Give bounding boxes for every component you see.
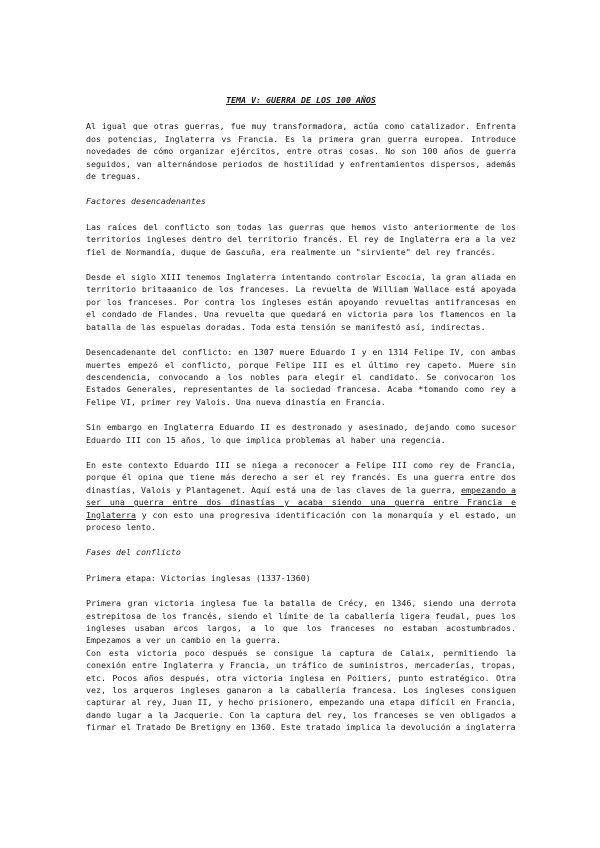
paragraph-siglo-xiii: Desde el siglo XIII tenemos Inglaterra intentando controlar Escocia, la gran aliada en territorio britaaanico de los franceses. La revuelta de William Wallace está apoyada por los franceses. Por contra los ingleses están apoyando revueltas antifrancesas en el condado de Flandes. Una revuelta que quedará en victoria para los flamencos en la batalla de las espuelas doradas. Toda esta tensión se manifestó así, indirectas.: [86, 272, 516, 332]
document-page: [86, 94, 516, 734]
paragraph-inglaterra-eduardo-ii: Sin embargo en Inglaterra Eduardo II es destronado y asesinado, dejando como sucesor Eduardo III con 15 años, lo que implica problemas al haber una regencia.: [86, 422, 516, 445]
contexto-text-end: y con esto una progresiva identificación con la monarquía y el estado, un proceso lento.: [86, 509, 516, 532]
paragraph-contexto: [86, 459, 516, 533]
contexto-text-start: En este contexto Eduardo III se niega a reconocer a Felipe III como rey de Francia, porque él opina que tiene más derecho a ser el rey francés. Es una guerra entre dos dinastías, Valois y Plantagenet. Aquí está una de las claves de la guerra,: [86, 459, 516, 495]
page-title: TEMA V: GUERRA DE LOS 100 AÑOS: [226, 95, 376, 105]
paragraph-calaix: Con esta victoria poco después se consigue la captura de Calaix, permitiendo la conexión entre Inglaterra y Francia, un tráfico de suministros, mercaderías, tropas, etc. Pocos años después, otra victoria inglesa en Poitiers, punto estratégico. Otra vez, los arqueros ingleses ganaron a la caballería francesa. Los ingleses consiguen capturar al rey, Juan II, y hecho prisionero, empezando una etapa difícil en Francia, dando lugar a la Jacquerie. Con la captura del rey, los franceses se ven obligados a firmar el Tratado De Bretigny en 1360. Este tratado implica la devolución a inglaterra: [86, 647, 516, 733]
section-heading-factores: Factores desencadenantes: [86, 196, 206, 207]
paragraph-raices: Las raíces del conflicto son todas las guerras que hemos visto anteriormente de los territorios ingleses dentro del territorio francés. El rey de Inglaterra era a la vez fiel de Normandía, duque de Gascuña, era realmente un "sirviente" del rey francés.: [86, 221, 516, 257]
intro-paragraph: Al igual que otras guerras, fue muy transformadora, actúa como catalizador. Enfrenta dos potencias, Inglaterra vs Francia. Es la primera gran guerra europea. Introduce novedades de cómo organizar ejércitos, entre otras cosas. No son 100 años de guerra seguidos, van alternándose periodos de hostilidad y enfrentamientos dispersos, además de treguas.: [86, 121, 516, 182]
paragraph-desencadenante: Desencadenante del conflicto: en 1307 muere Eduardo I y en 1314 Felipe IV, con ambas muertes empezó el conflicto, porque Felipe III es el último rey capeto. Muere sin descendencia, convocando a los nobles para elegir el candidato. Se convocaron los Estados Generales, representantes de la sociedad francesa. Acaba *tomando como rey a Felipe VI, primer rey Valois. Una nueva dinastía en Francia.: [86, 347, 516, 407]
contexto-underlined-text: empezando a ser una guerra entre dos dinastías y acaba siendo una guerra entre Francia e Inglaterra: [86, 484, 516, 520]
section-heading-fases: Fases del conflicto: [86, 547, 181, 558]
paragraph-crecy: Primera gran victoria inglesa fue la batalla de Crécy, en 1346, siendo una derrota estrepitosa de los francés, siendo el límite de la caballería ligera feudal, pues los ingleses usaban arcos largos, a lo que los franceses no estaban acostumbrados. Empezamos a ver un cambio en la guerra.: [86, 598, 516, 646]
stage-heading-primera-etapa: Primera etapa: Victorias inglesas (1337-1360): [86, 572, 311, 583]
